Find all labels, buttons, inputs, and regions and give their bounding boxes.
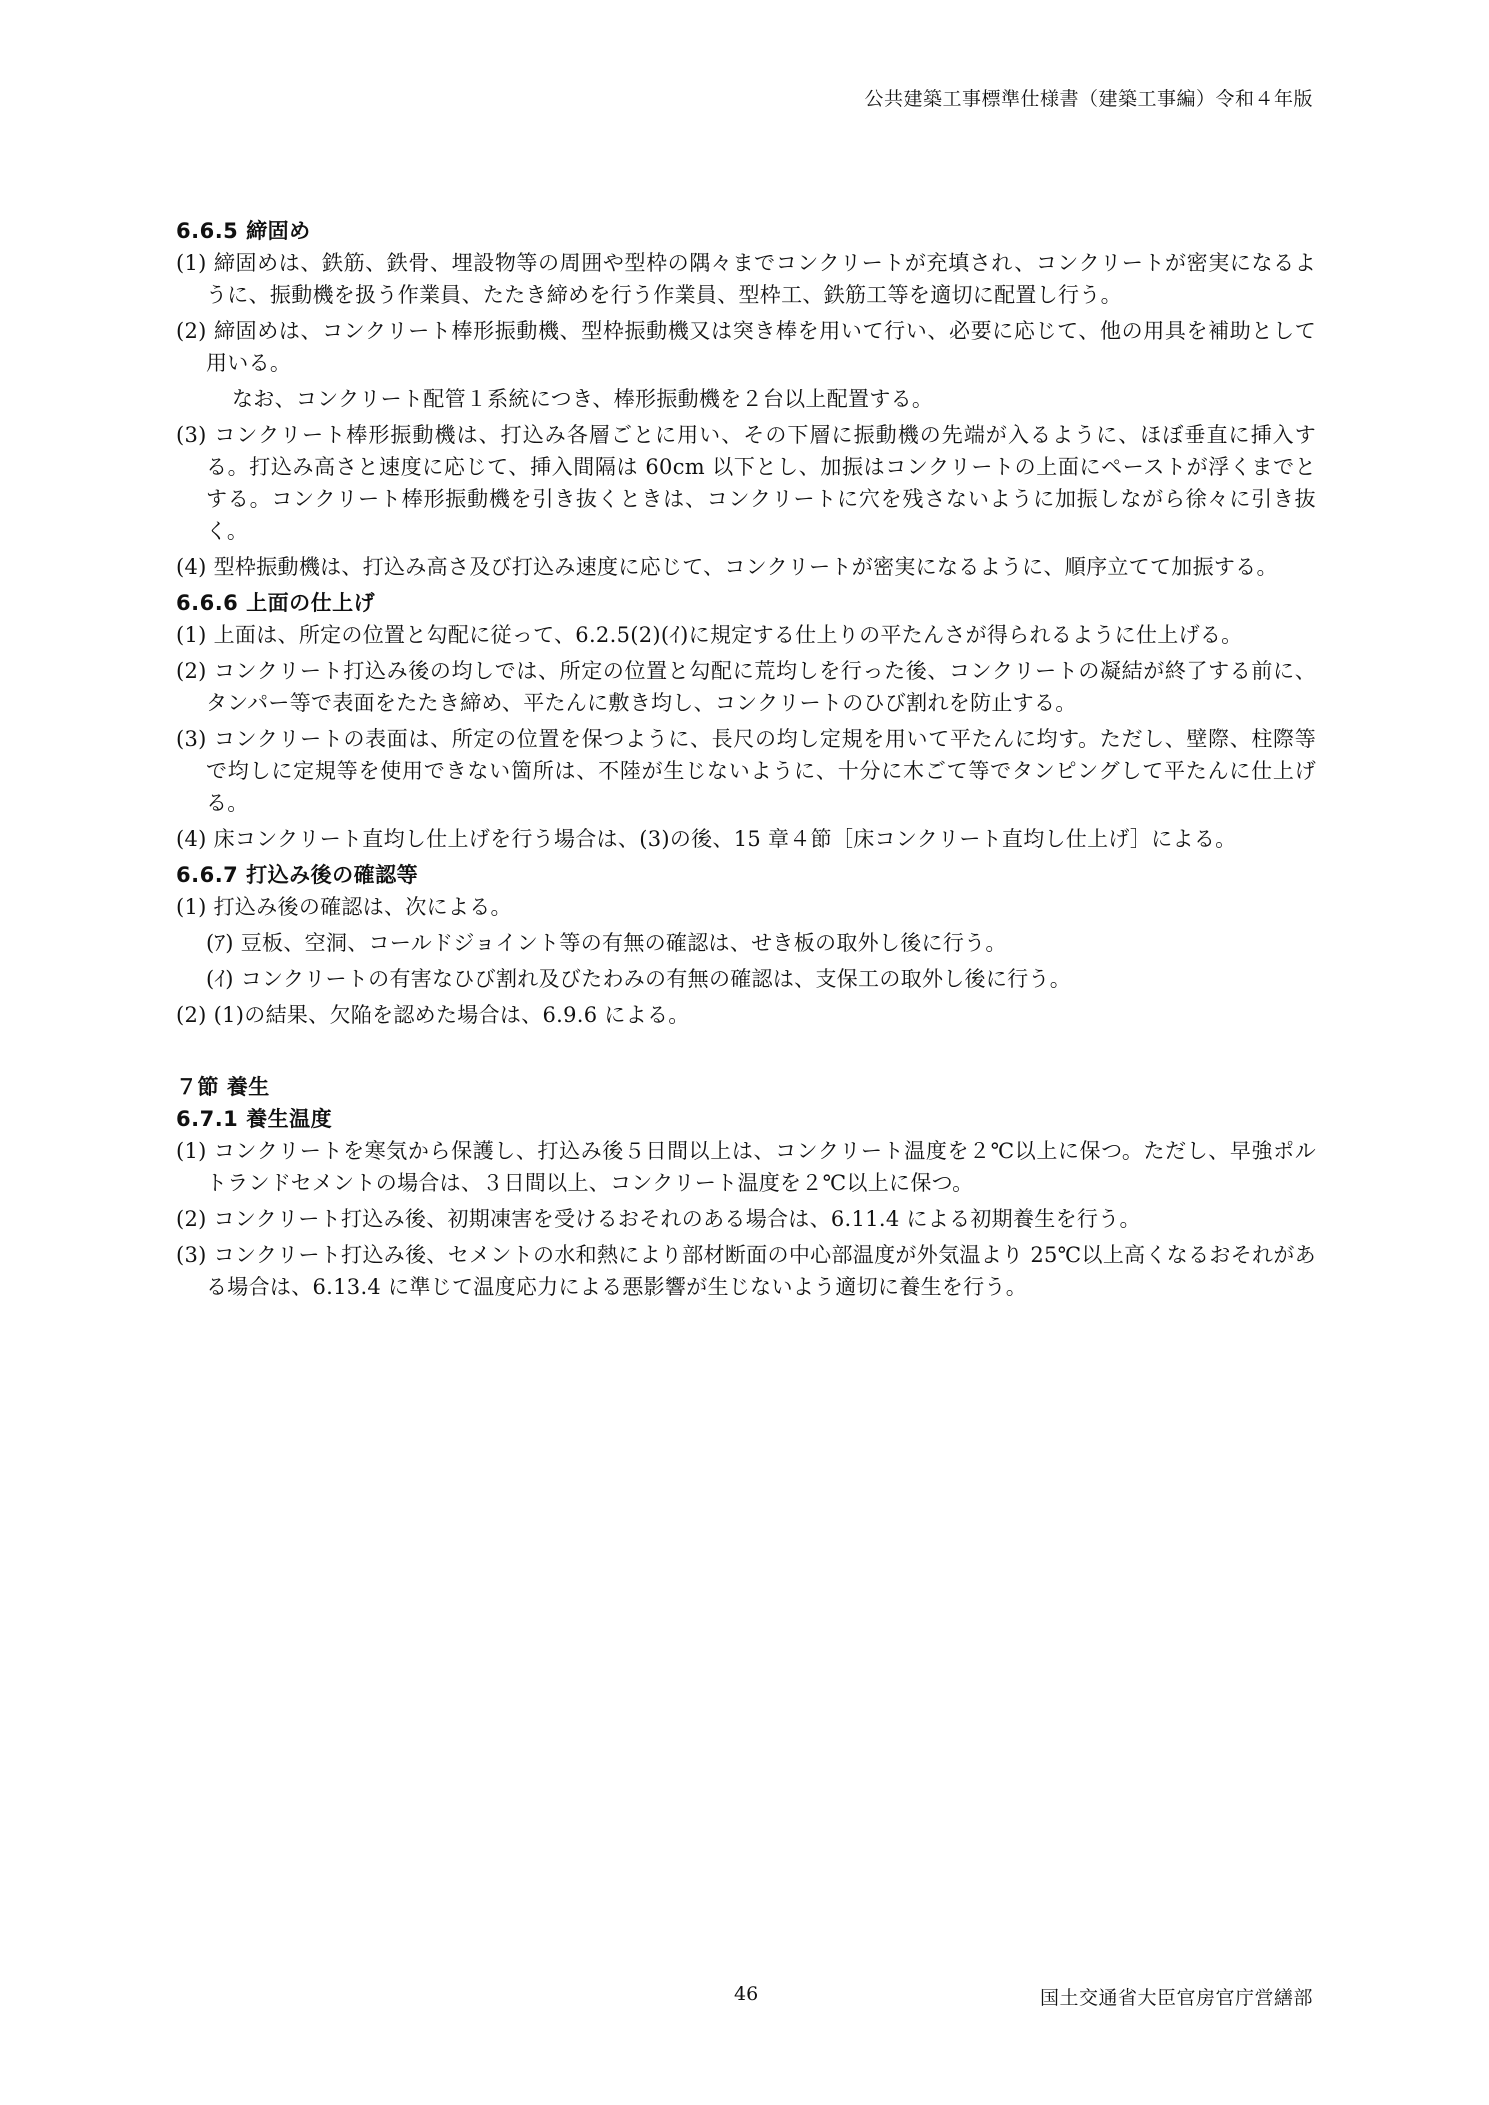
- paragraph-6-6-7-1-b: (ｲ) コンクリートの有害なひび割れ及びたわみの有無の確認は、支保工の取外し後に行う。: [206, 967, 1072, 991]
- chapter-section-heading: ７節 養生: [176, 1075, 270, 1099]
- paragraph-6-6-6-4: (4) 床コンクリート直均し仕上げを行う場合は、(3)の後、15 章４節［床コンクリート直均し仕上げ］による。: [176, 827, 1237, 851]
- paragraph-6-6-5-2: (2) 締固めは、コンクリート棒形振動機、型枠振動機又は突き棒を用いて行い、必要に応じて、他の用具を補助として用いる。: [176, 319, 1316, 375]
- paragraph-6-6-7-2: (2) (1)の結果、欠陥を認めた場合は、6.9.6 による。: [176, 1003, 690, 1027]
- section-heading-6-7-1: 6.7.1 養生温度: [176, 1107, 333, 1131]
- paragraph-6-6-6-1: (1) 上面は、所定の位置と勾配に従って、6.2.5(2)(ｲ)に規定する仕上りの平たんさが得られるように仕上げる。: [176, 623, 1243, 647]
- paragraph-6-6-7-1: (1) 打込み後の確認は、次による。: [176, 895, 512, 919]
- page-number: 46: [734, 1983, 759, 2005]
- paragraph-6-6-6-3: (3) コンクリートの表面は、所定の位置を保つように、長尺の均し定規を用いて平たんに均す。ただし、壁際、柱際等で均しに定規等を使用できない箇所は、不陸が生じないように、十分に木ごて等でタンピングして平たんに仕上げる。: [176, 727, 1316, 815]
- paragraph-6-6-5-1: (1) 締固めは、鉄筋、鉄骨、埋設物等の周囲や型枠の隅々までコンクリートが充填され、コンクリートが密実になるように、振動機を扱う作業員、たたき締めを行う作業員、型枠工、鉄筋工等を適切に配置し行う。: [176, 251, 1316, 307]
- page-header: 公共建築工事標準仕様書（建築工事編）令和４年版: [864, 88, 1313, 110]
- paragraph-6-6-5-3: (3) コンクリート棒形振動機は、打込み各層ごとに用い、その下層に振動機の先端が入るように、ほぼ垂直に挿入する。打込み高さと速度に応じて、挿入間隔は 60cm 以下とし、加振はコンクリートの上面にペーストが浮くまでとする。コンクリート棒形振動機を引き抜くときは、コンクリートに穴を残さないように加振しながら徐々に引き抜く。: [176, 423, 1316, 543]
- section-heading-6-6-7: 6.6.7 打込み後の確認等: [176, 863, 419, 887]
- paragraph-6-7-1-3: (3) コンクリート打込み後、セメントの水和熱により部材断面の中心部温度が外気温より 25℃以上高くなるおそれがある場合は、6.13.4 に準じて温度応力による悪影響が生じないよう適切に養生を行う。: [176, 1243, 1316, 1299]
- paragraph-6-6-5-4: (4) 型枠振動機は、打込み高さ及び打込み速度に応じて、コンクリートが密実になるように、順序立てて加振する。: [176, 555, 1278, 579]
- section-heading-6-6-6: 6.6.6 上面の仕上げ: [176, 591, 376, 615]
- section-heading-6-6-5: 6.6.5 締固め: [176, 219, 311, 243]
- paragraph-6-6-7-1-a: (ｱ) 豆板、空洞、コールドジョイント等の有無の確認は、せき板の取外し後に行う。: [206, 931, 1007, 955]
- paragraph-6-6-6-2: (2) コンクリート打込み後の均しでは、所定の位置と勾配に荒均しを行った後、コンクリートの凝結が終了する前に、タンパー等で表面をたたき締め、平たんに敷き均し、コンクリートのひび割れを防止する。: [176, 659, 1316, 715]
- page-footer-organization: 国土交通省大臣官房官庁営繕部: [1039, 1987, 1313, 2009]
- document-body: [176, 215, 1316, 1307]
- paragraph-6-7-1-2: (2) コンクリート打込み後、初期凍害を受けるおそれのある場合は、6.11.4 による初期養生を行う。: [176, 1207, 1141, 1231]
- paragraph-6-7-1-1: (1) コンクリートを寒気から保護し、打込み後５日間以上は、コンクリート温度を２℃以上に保つ。ただし、早強ポルトランドセメントの場合は、３日間以上、コンクリート温度を２℃以上に保つ。: [176, 1139, 1316, 1195]
- paragraph-6-6-5-2-note: なお、コンクリート配管１系統につき、棒形振動機を２台以上配置する。: [232, 387, 934, 411]
